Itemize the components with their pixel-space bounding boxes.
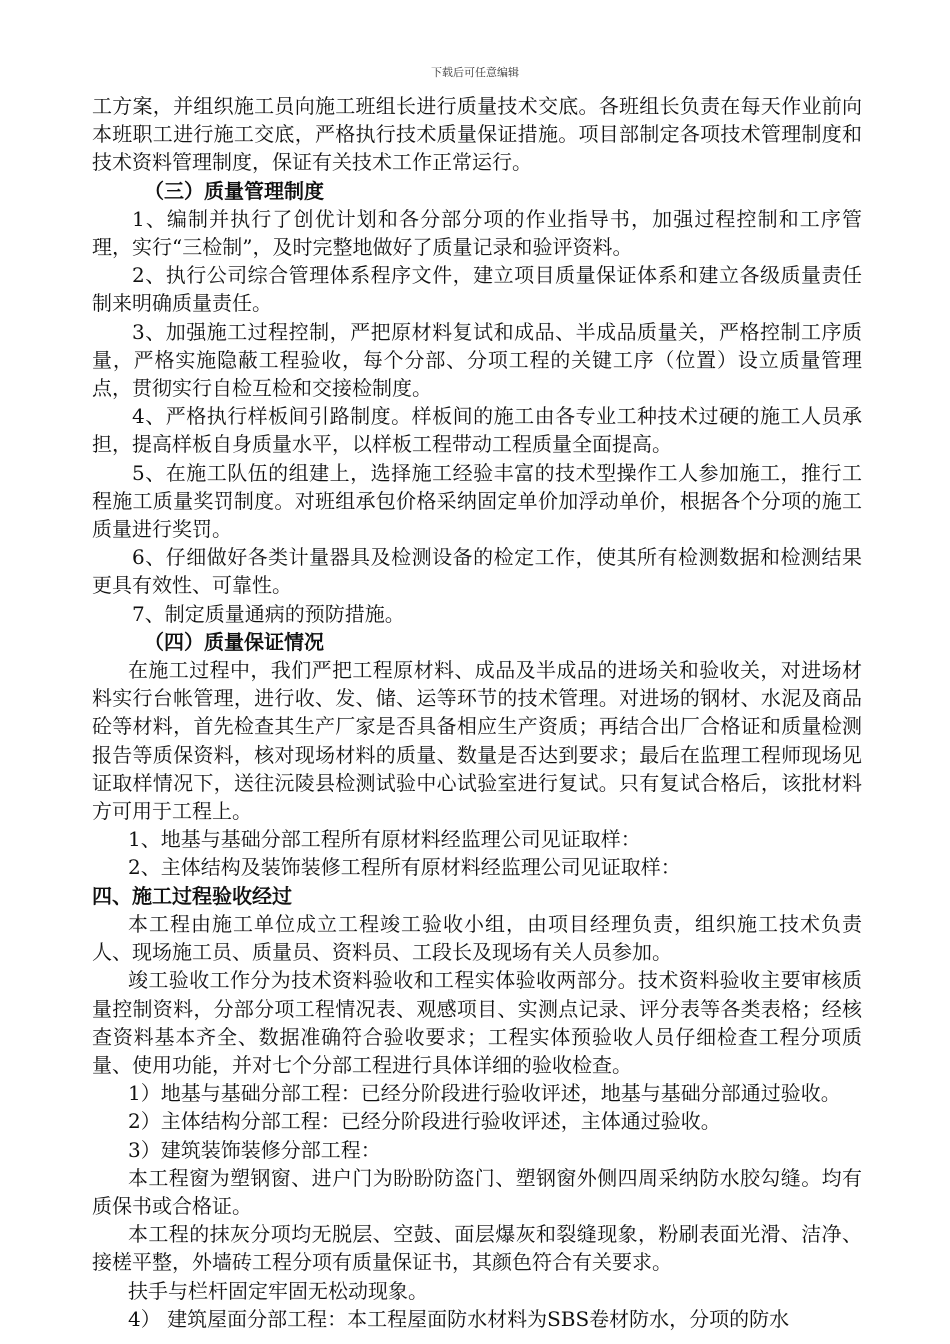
paragraph: 本工程的抹灰分项均无脱层、空鼓、面层爆灰和裂缝现象，粉刷表面光滑、洁净、接槎平整，外墙砖工程分项有质量保证书，其颜色符合有关要求。 <box>92 1222 862 1275</box>
list-item: 1、地基与基础分部工程所有原材料经监理公司见证取样： <box>128 827 641 852</box>
list-item: 7、制定质量通病的预防措施。 <box>132 601 405 626</box>
list-item: 2、主体结构及装饰装修工程所有原材料经监理公司见证取样： <box>128 855 681 880</box>
paragraph: 竣工验收工作分为技术资料验收和工程实体验收两部分。技术资料验收主要审核质量控制资料，分部分项工程情况表、观感项目、实测点记录、评分表等各类表格；经核查资料基本齐全、数据准确符合验收要求；工程实体预验收人员仔细检查工程分项质量、使用功能，并对七个分部工程进行具体详细的验收检查。 <box>92 968 862 1077</box>
paragraph-continued: 工方案，并组织施工员向施工班组长进行质量技术交底。各班组长负责在每天作业前向本班职工进行施工交底，严格执行技术质量保证措施。项目部制定各项技术管理制度和技术资料管理制度，保证有关技术工作正常运行。 <box>92 94 862 175</box>
chapter-heading-acceptance-process: 四、施工过程验收经过 <box>92 883 292 908</box>
list-item: 1、编制并执行了创优计划和各分部分项的作业指导书，加强过程控制和工序管理，实行“三检制”，及时完整地做好了质量记录和验评资料。 <box>92 206 862 260</box>
list-item: 5、在施工队伍的组建上，选择施工经验丰富的技术型操作工人参加施工，推行工程施工质量奖罚制度。对班组承包价格采纳固定单价加浮动单价，根据各个分项的施工质量进行奖罚。 <box>92 460 862 542</box>
section-heading-quality-assurance: （四）质量保证情况 <box>144 629 324 654</box>
paragraph: 扶手与栏杆固定牢固无松动现象。 <box>128 1278 428 1303</box>
paragraph: 本工程窗为塑钢窗、进户门为盼盼防盗门、塑钢窗外侧四周采纳防水胶勾缝。均有质保书或合格证。 <box>92 1165 862 1218</box>
list-item: 2、执行公司综合管理体系程序文件，建立项目质量保证体系和建立各级质量责任制来明确质量责任。 <box>92 263 862 316</box>
list-item: 2）主体结构分部工程：已经分阶段进行验收评述，主体通过验收。 <box>128 1109 721 1134</box>
document-body <box>92 92 862 1333</box>
list-item: 4） 建筑屋面分部工程：本工程屋面防水材料为SBS卷材防水，分项的防水 <box>128 1306 790 1331</box>
list-item: 3、加强施工过程控制，严把原材料复试和成品、半成品质量关，严格控制工序质量，严格实施隐蔽工程验收，每个分部、分项工程的关键工序（位置）设立质量管理点，贯彻实行自检互检和交接检制度。 <box>92 319 862 401</box>
paragraph: 在施工过程中，我们严把工程原材料、成品及半成品的进场关和验收关，对进场材料实行台帐管理，进行收、发、储、运等环节的技术管理。对进场的钢材、水泥及商品砼等材料，首先检查其生产厂家是否具备相应生产资质；再结合出厂合格证和质量检测报告等质保资料，核对现场材料的质量、数量是否达到要求；最后在监理工程师现场见证取样情况下，送往沅陵县检测试验中心试验室进行复试。只有复试合格后，该批材料方可用于工程上。 <box>92 658 862 824</box>
list-item: 4、严格执行样板间引路制度。样板间的施工由各专业工种技术过硬的施工人员承担，提高样板自身质量水平，以样板工程带动工程质量全面提高。 <box>92 404 862 457</box>
list-item: 1）地基与基础分部工程：已经分阶段进行验收评述，地基与基础分部通过验收。 <box>128 1081 841 1106</box>
page-header: 下载后可任意编辑 <box>431 66 519 79</box>
list-item: 6、仔细做好各类计量器具及检测设备的检定工作，使其所有检测数据和检测结果更具有效性、可靠性。 <box>92 545 862 598</box>
section-heading-quality-management: （三）质量管理制度 <box>144 178 324 203</box>
list-item: 3）建筑装饰装修分部工程： <box>128 1137 381 1162</box>
paragraph: 本工程由施工单位成立工程竣工验收小组，由项目经理负责，组织施工技术负责人、现场施工员、质量员、资料员、工段长及现场有关人员参加。 <box>92 911 862 965</box>
